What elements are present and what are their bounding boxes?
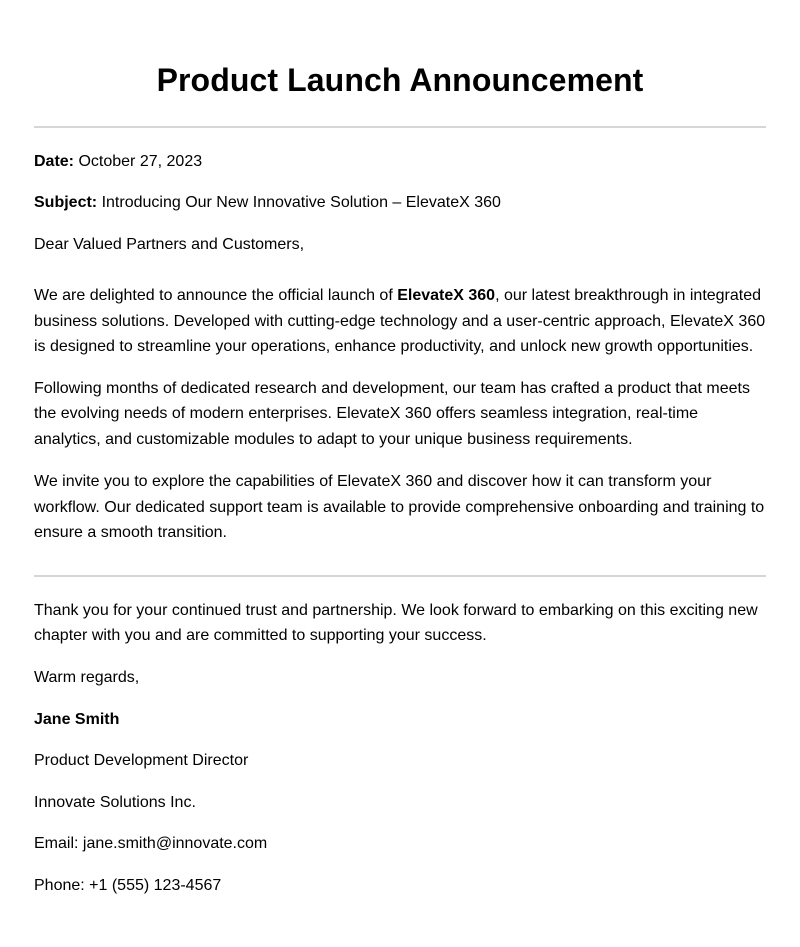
sign-off: Warm regards, — [34, 668, 140, 686]
closing-paragraph: Thank you for your continued trust and partnership. We look forward to embarking on this exciting new chapter with you and are committed to supporting your success. — [34, 601, 758, 644]
date-value: October 27, 2023 — [78, 153, 203, 170]
greeting: Dear Valued Partners and Customers, — [34, 236, 305, 253]
invitation-paragraph: We invite you to explore the capabilities of ElevateX 360 and discover how it can transform your workflow. Our dedicated support team is available to provide comprehensive onboarding and training to ensure a smooth transition. — [34, 473, 765, 541]
date-line — [34, 150, 766, 174]
intro-paragraph — [34, 283, 766, 360]
signature-company: Innovate Solutions Inc. — [34, 793, 196, 811]
date-label: Date: — [34, 153, 75, 170]
signature-name-text: Jane Smith — [34, 710, 120, 728]
subject-line — [34, 191, 766, 215]
signature-title: Product Development Director — [34, 751, 249, 769]
page-title: Product Launch Announcement — [156, 62, 644, 98]
section-divider — [34, 575, 766, 577]
signature-name — [34, 708, 766, 732]
signature-phone: Phone: +1 (555) 123-4567 — [34, 876, 222, 894]
title-divider — [34, 126, 766, 128]
intro-text-before: We are delighted to announce the official launch of — [34, 287, 398, 304]
subject-value: Introducing Our New Innovative Solution – ElevateX 360 — [101, 194, 501, 211]
intro-text-after: , our latest breakthrough in integrated business solutions. Developed with cutting-edge technology and a user-centric approach, ElevateX 360 is designed to streamline your operations, enhance productivity, and unlock new growth opportunities. — [34, 287, 766, 355]
development-paragraph: Following months of dedicated research and development, our team has crafted a product that meets the evolving needs of modern enterprises. ElevateX 360 offers seamless integration, real-time analytics, and customizable modules to adapt to your unique business requirements. — [34, 379, 750, 448]
subject-label: Subject: — [34, 194, 98, 211]
product-name: ElevateX 360 — [397, 287, 496, 304]
signature-email: Email: jane.smith@innovate.com — [34, 834, 268, 852]
